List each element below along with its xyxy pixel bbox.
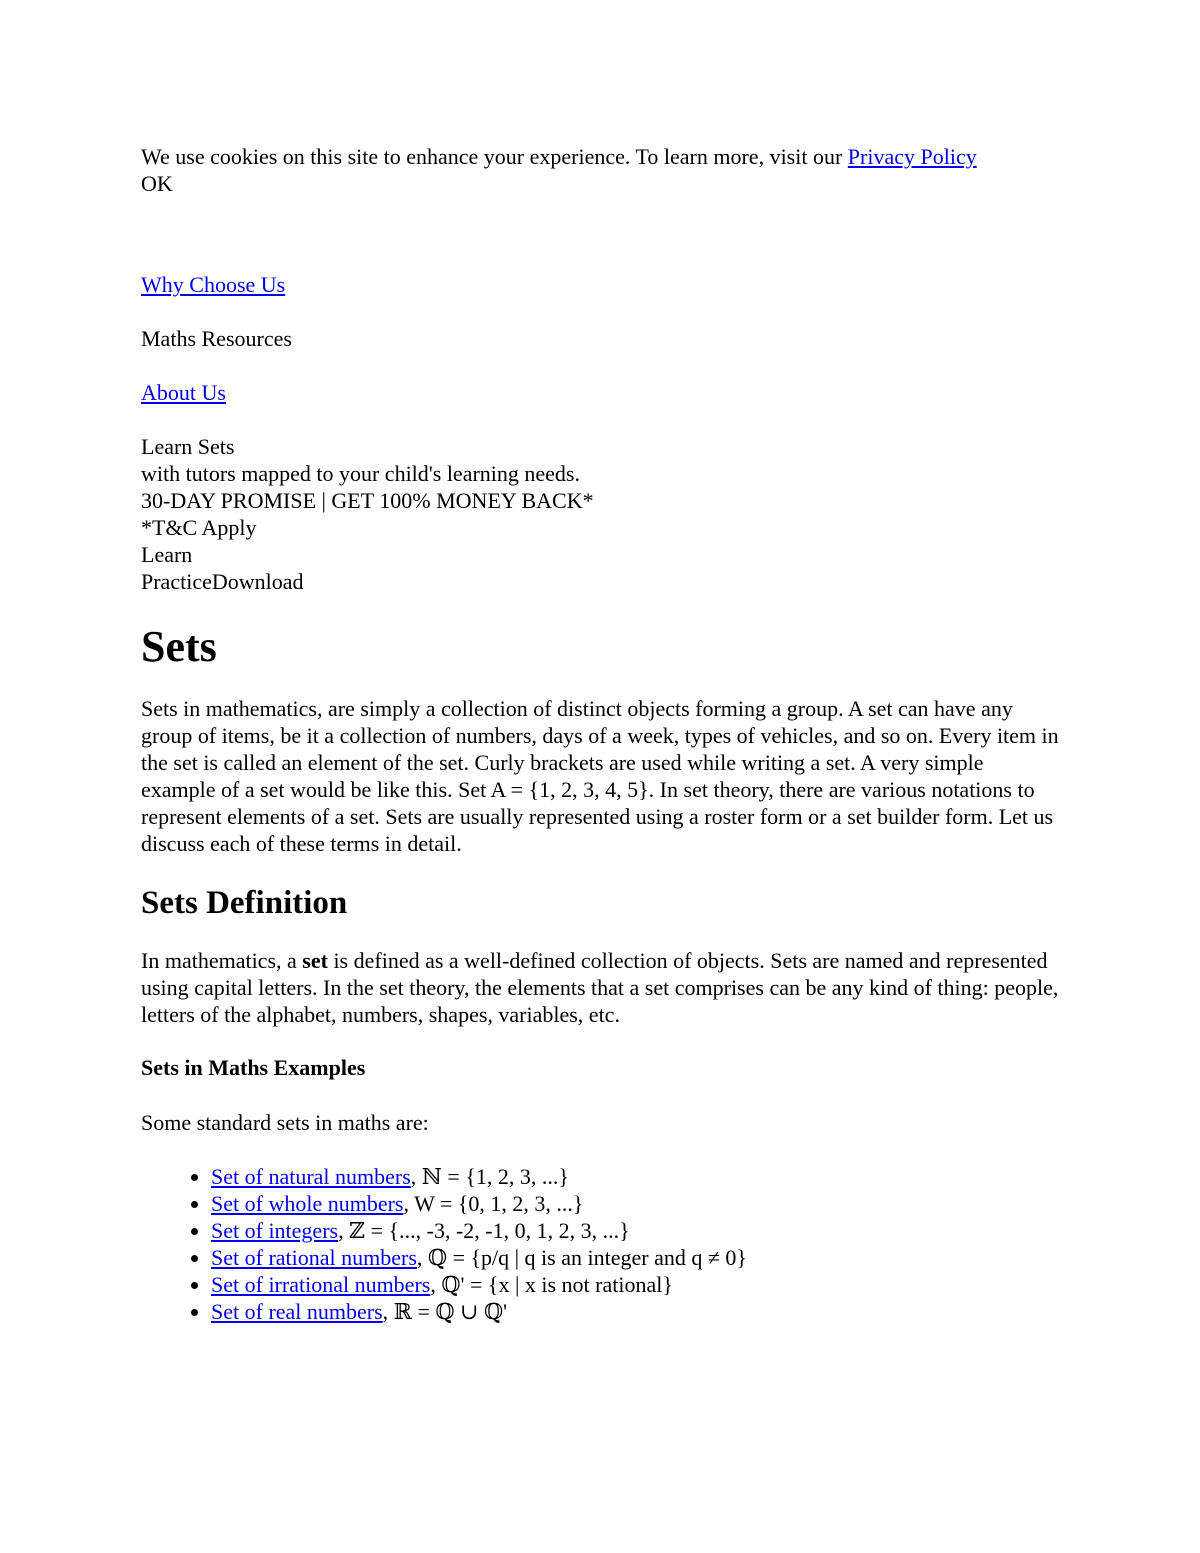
integers-link[interactable]: Set of integers [211, 1218, 339, 1243]
set-term: set [302, 948, 328, 973]
cookie-notice [141, 143, 1061, 170]
irrational-numbers-link[interactable]: Set of irrational numbers [211, 1272, 431, 1297]
list-item: • Set of irrational numbers, ℚ' = {x | x is not rational} [211, 1271, 1061, 1298]
examples-heading: Sets in Maths Examples [141, 1055, 366, 1080]
examples-intro: Some standard sets in maths are: [141, 1110, 429, 1135]
list-item: • Set of whole numbers, W = {0, 1, 2, 3, ...} [211, 1190, 1061, 1217]
promo-subtitle: with tutors mapped to your child's learning needs. [141, 461, 580, 486]
spacer [141, 197, 1061, 271]
natural-numbers-link[interactable]: Set of natural numbers [211, 1164, 411, 1189]
rational-numbers-link[interactable]: Set of rational numbers [211, 1245, 417, 1270]
page-title: Sets [141, 622, 217, 671]
promo-guarantee: 30-DAY PROMISE | GET 100% MONEY BACK* [141, 488, 594, 513]
page-content [141, 143, 1061, 1325]
promo-title: Learn Sets [141, 434, 235, 459]
intro-paragraph: Sets in mathematics, are simply a collection of distinct objects forming a group. A set can have any group of items, be it a collection of numbers, days of a week, types of vehicles, and so on. Every item in the set is called an element of the set. Curly brackets are used while writing a set. A very simple example of a set would be like this. Set A = {1, 2, 3, 4, 5}. In set theory, there are various notations to represent elements of a set. Sets are usually represented using a roster form or a set builder form. Let us discuss each of these terms in detail. [141, 696, 1059, 856]
cookie-ok-button[interactable]: OK [141, 171, 173, 196]
promo-terms: *T&C Apply [141, 515, 257, 540]
real-numbers-link[interactable]: Set of real numbers [211, 1299, 383, 1324]
cookie-text: We use cookies on this site to enhance your experience. To learn more, visit our [141, 144, 848, 169]
nav-about-us-link[interactable]: About Us [141, 380, 226, 405]
promo-learn[interactable]: Learn [141, 542, 193, 567]
nav-maths-resources[interactable]: Maths Resources [141, 326, 292, 351]
definition-paragraph: In mathematics, a set is defined as a well-defined collection of objects. Sets are named and represented using capital letters. In the set theory, the elements that a set comprises can be any kind of thing: people, letters of the alphabet, numbers, shapes, variables, etc. [141, 948, 1059, 1027]
promo-practice-download[interactable]: PracticeDownload [141, 569, 304, 594]
list-item: • Set of natural numbers, ℕ = {1, 2, 3, ...} [211, 1163, 1061, 1190]
examples-list [141, 1163, 1061, 1325]
whole-numbers-link[interactable]: Set of whole numbers [211, 1191, 404, 1216]
list-item: • Set of integers, ℤ = {..., -3, -2, -1, 0, 1, 2, 3, ...} [211, 1217, 1061, 1244]
list-item: • Set of rational numbers, ℚ = {p/q | q is an integer and q ≠ 0} [211, 1244, 1061, 1271]
privacy-policy-link[interactable]: Privacy Policy [847, 144, 977, 169]
definition-heading: Sets Definition [141, 885, 348, 921]
list-item: • Set of real numbers, ℝ = ℚ ∪ ℚ' [211, 1298, 1061, 1325]
nav-why-choose-us-link[interactable]: Why Choose Us [141, 272, 286, 297]
